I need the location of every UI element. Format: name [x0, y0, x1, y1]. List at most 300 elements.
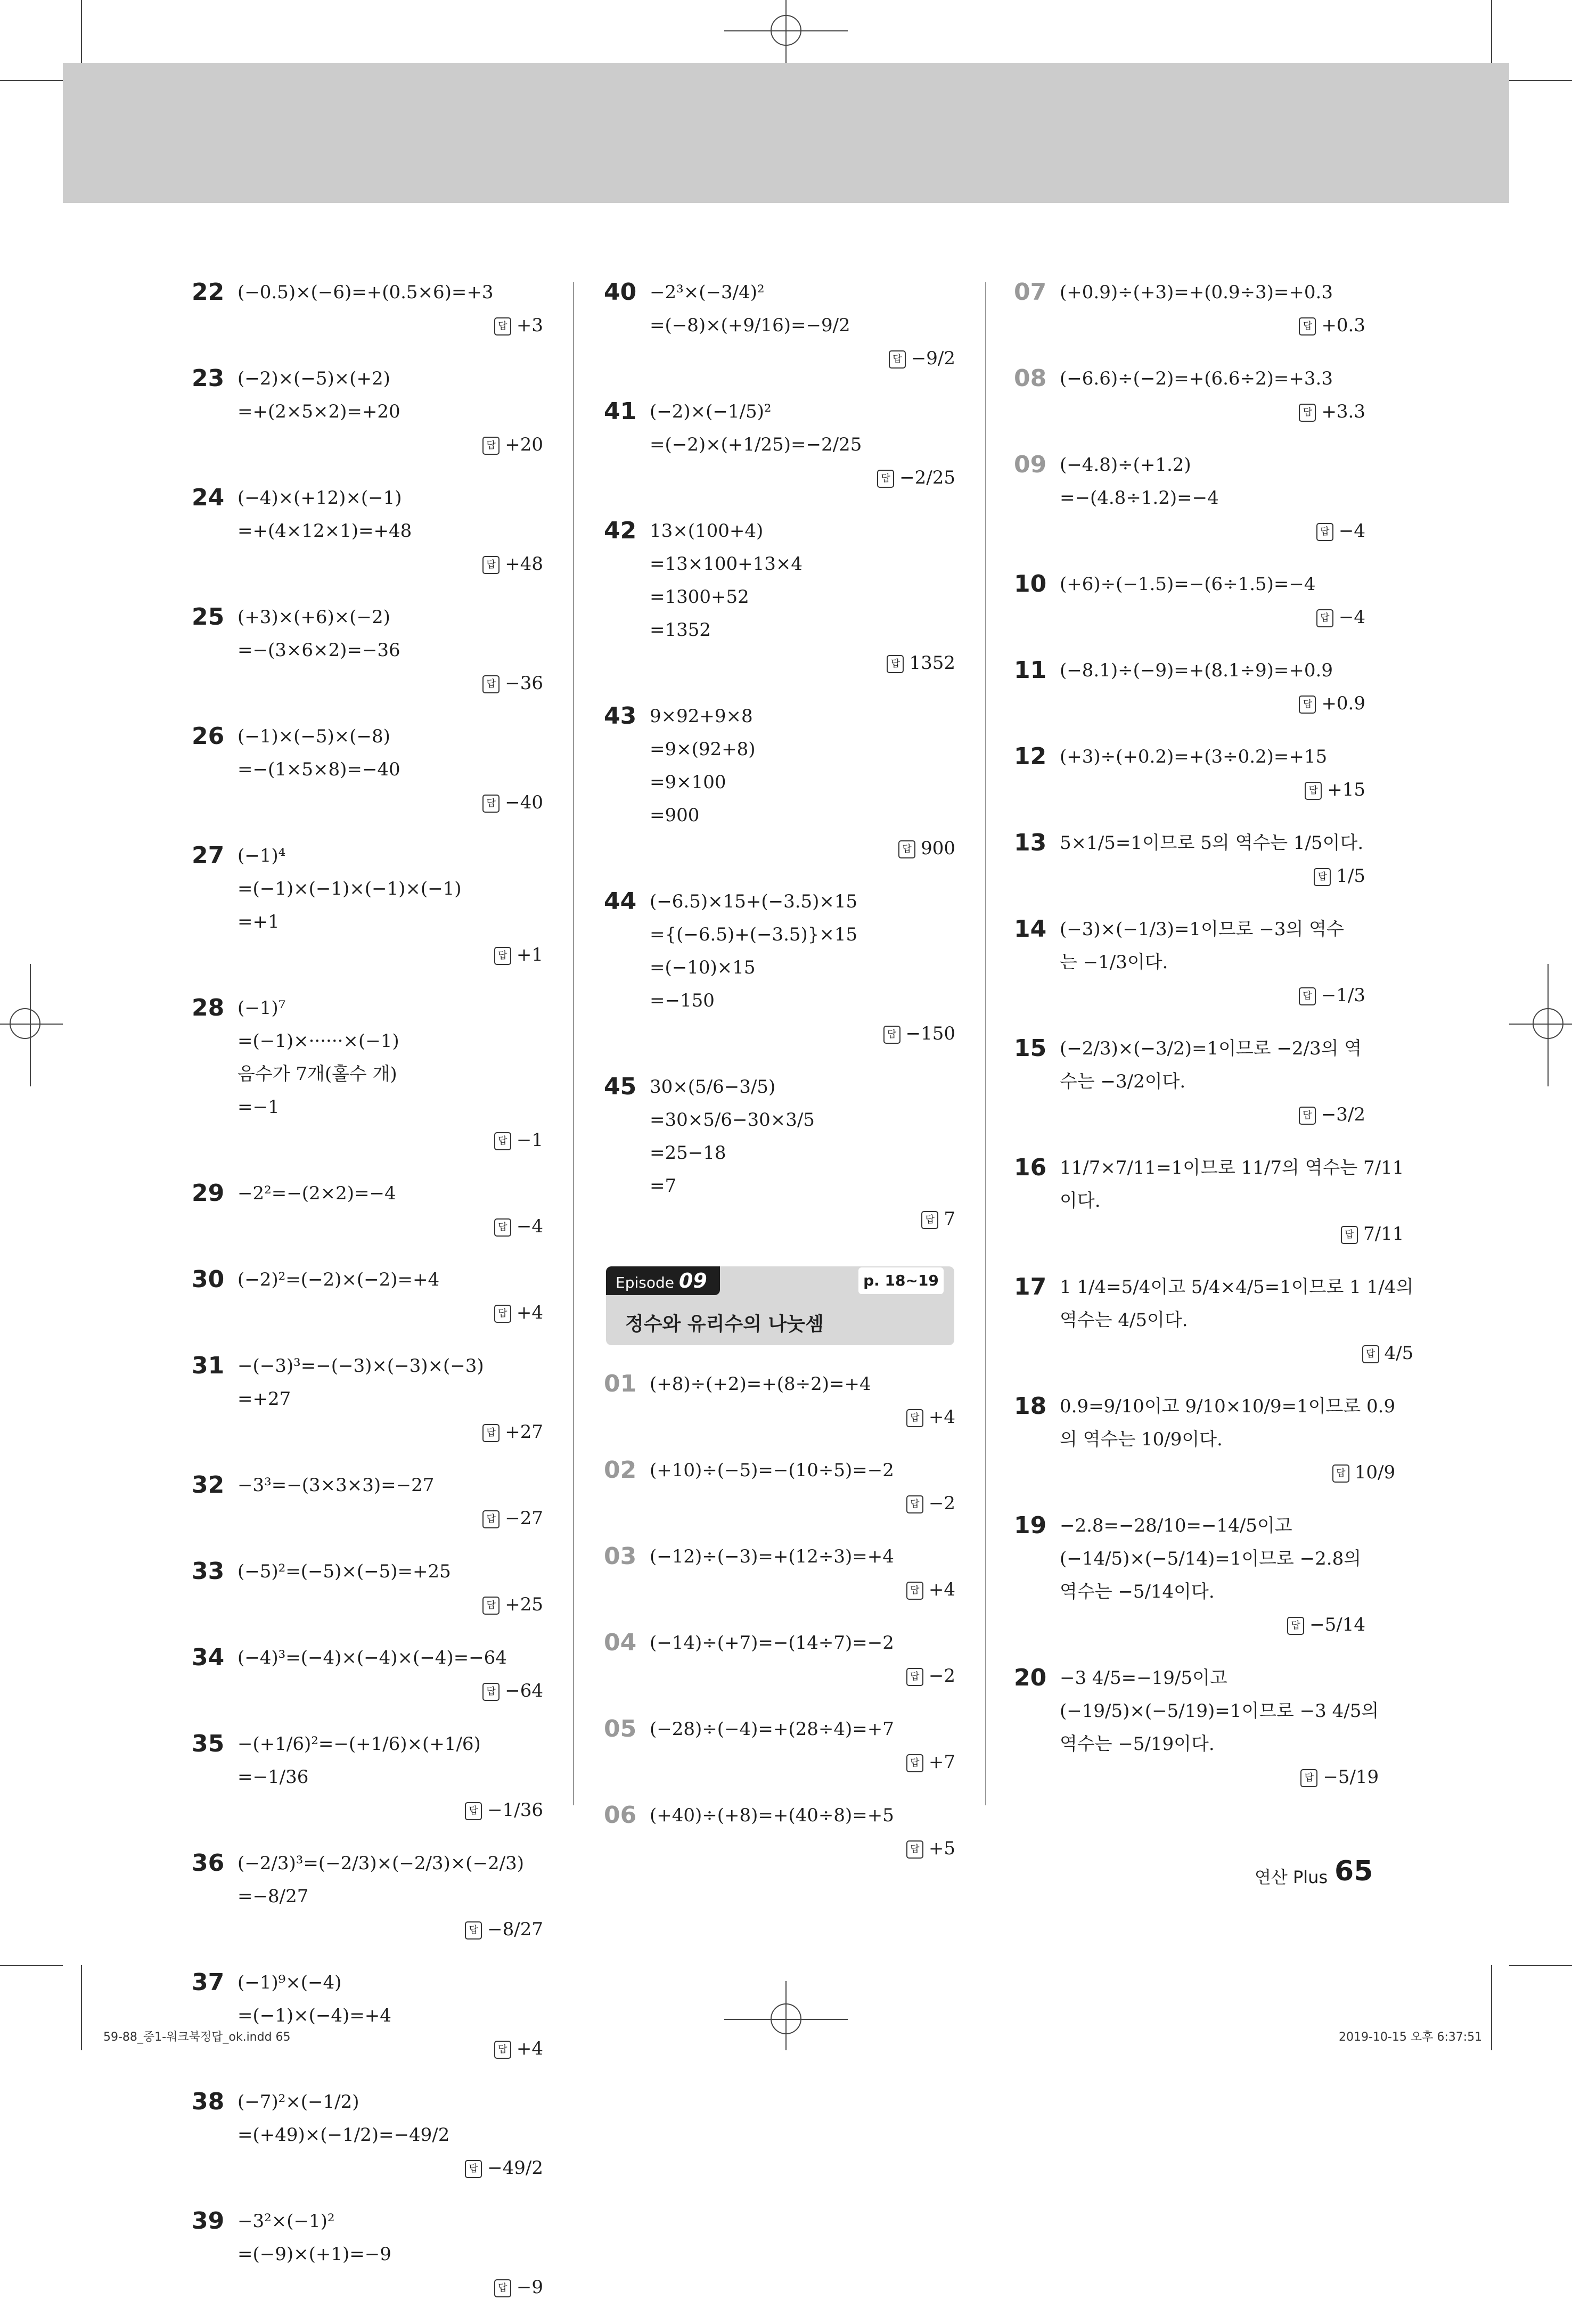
answer	[238, 1913, 543, 1946]
answer-mark-icon: 답	[1305, 782, 1322, 800]
solution	[650, 1799, 955, 1865]
solution-line: =1352	[650, 619, 711, 641]
solution-line: (+6)÷(−1.5)=−(6÷1.5)=−4	[1060, 574, 1316, 595]
solution	[238, 601, 543, 700]
answer-column-2	[604, 276, 955, 1256]
answer-value: −36	[505, 673, 543, 694]
problem	[1014, 1390, 1396, 1489]
solution	[1060, 827, 1365, 893]
problem	[192, 1847, 543, 1946]
solution-line: (+10)÷(−5)=−(10÷5)=−2	[650, 1460, 894, 1481]
answer-mark-icon: 답	[1299, 317, 1316, 335]
problem-number: 15	[1014, 1035, 1047, 1062]
problem	[1014, 1271, 1414, 1370]
answer-value: −49/2	[487, 2157, 543, 2179]
problem-number: 17	[1014, 1273, 1047, 1300]
solution-line: (−2)×(−1/5)²	[650, 401, 772, 422]
answer	[1060, 1456, 1395, 1489]
answer	[238, 1794, 543, 1827]
solution-line: −(−3)³=−(−3)×(−3)×(−3)	[238, 1355, 484, 1377]
solution	[238, 2205, 543, 2304]
problem	[192, 276, 543, 342]
problem-number: 04	[604, 1629, 637, 1656]
solution-line: (−12)÷(−3)=+(12÷3)=+4	[650, 1546, 894, 1567]
answer-value: −2	[928, 1665, 955, 1687]
problem-number: 16	[1014, 1154, 1047, 1181]
solution	[1060, 1390, 1395, 1489]
solution-line: 수는 −3/2이다.	[1060, 1071, 1186, 1092]
solution-line: (−6.5)×15+(−3.5)×15	[650, 891, 858, 912]
solution-line: (−6.6)÷(−2)=+(6.6÷2)=+3.3	[1060, 368, 1333, 389]
answer-value: −9/2	[911, 348, 955, 369]
answer-value: +5	[928, 1838, 955, 1859]
answer-value: −5/14	[1309, 1614, 1365, 1635]
problem-number: 25	[192, 603, 225, 631]
answer-mark-icon: 답	[494, 2279, 511, 2297]
problem-number: 29	[192, 1180, 225, 1207]
solution	[1060, 362, 1365, 428]
solution-line: =+(4×12×1)=+48	[238, 520, 412, 542]
answer-mark-icon: 답	[889, 350, 906, 369]
answer-mark-icon: 답	[1300, 1769, 1317, 1787]
answer-mark-icon: 답	[465, 1802, 482, 1820]
solution-line: 의 역수는 10/9이다.	[1060, 1429, 1223, 1450]
solution-line: (−8.1)÷(−9)=+(8.1÷9)=+0.9	[1060, 660, 1333, 681]
solution-line: (−19/5)×(−5/19)=1이므로 −3 4/5의	[1060, 1700, 1379, 1722]
page-number: 65	[1334, 1855, 1373, 1887]
solution	[650, 1626, 955, 1692]
solution-line: 30×(5/6−3/5)	[650, 1076, 776, 1098]
answer-value: +4	[928, 1579, 955, 1600]
answer	[650, 1401, 955, 1434]
solution-line: =30×5/6−30×3/5	[650, 1109, 815, 1131]
solution-line: (+3)÷(+0.2)=+(3÷0.2)=+15	[1060, 746, 1328, 767]
answer-value: −3/2	[1321, 1104, 1365, 1125]
solution-line: (−3)×(−1/3)=1이므로 −3의 역수	[1060, 919, 1344, 940]
solution-line: =(−10)×15	[650, 957, 756, 978]
solution-line: (−7)²×(−1/2)	[238, 2091, 359, 2113]
solution-line: 5×1/5=1이므로 5의 역수는 1/5이다.	[1060, 832, 1364, 854]
answer	[238, 786, 543, 819]
answer-mark-icon: 답	[906, 1754, 923, 1772]
answer	[650, 461, 955, 494]
answer	[238, 2151, 543, 2184]
answer-mark-icon: 답	[494, 317, 511, 335]
answer-value: −64	[505, 1680, 543, 1701]
answer-value: +3	[516, 315, 543, 336]
solution-line: (+0.9)÷(+3)=+(0.9÷3)=+0.3	[1060, 282, 1333, 303]
problem	[192, 1177, 543, 1243]
problem	[192, 1728, 543, 1827]
answer-mark-icon: 답	[494, 2041, 511, 2059]
answer	[238, 1210, 543, 1243]
problem-number: 18	[1014, 1393, 1047, 1420]
answer-value: 7	[944, 1208, 955, 1230]
answer-mark-icon: 답	[465, 1921, 482, 1940]
problem	[1014, 1151, 1404, 1250]
problem-number: 20	[1014, 1664, 1047, 1691]
answer-mark-icon: 답	[906, 1668, 923, 1686]
problem-number: 08	[1014, 365, 1047, 392]
solution-line: =(−2)×(+1/25)=−2/25	[650, 434, 862, 455]
answer-value: +3.3	[1321, 401, 1365, 422]
solution	[650, 885, 955, 1050]
answer	[1060, 514, 1365, 547]
solution-line: (−4.8)÷(+1.2)	[1060, 454, 1191, 476]
problem-number: 44	[604, 888, 637, 915]
answer	[650, 647, 955, 680]
answer	[1060, 1217, 1404, 1250]
solution-line: −2³×(−3/4)²	[650, 282, 765, 303]
problem-number: 06	[604, 1802, 637, 1829]
problem	[1014, 1032, 1365, 1131]
answer	[238, 1502, 543, 1535]
solution-line: (−14)÷(+7)=−(14÷7)=−2	[650, 1632, 894, 1654]
solution	[1060, 654, 1365, 720]
problem-number: 13	[1014, 829, 1047, 856]
solution-line: (−1)⁹×(−4)	[238, 1972, 342, 1993]
solution	[650, 1454, 955, 1520]
answer	[1060, 687, 1365, 720]
episode-title: 정수와 유리수의 나눗셈	[625, 1313, 824, 1335]
problem	[1014, 362, 1365, 428]
solution-line: −3 4/5=−19/5이고	[1060, 1667, 1227, 1689]
problem	[192, 839, 543, 971]
problem-number: 35	[192, 1730, 225, 1757]
answer	[238, 1296, 543, 1329]
answer-value: −9	[516, 2277, 543, 2298]
answer-value: −27	[505, 1508, 543, 1529]
problem-number: 07	[1014, 279, 1047, 306]
crop-mark	[1509, 80, 1572, 81]
crop-mark	[81, 1965, 82, 2050]
solution	[238, 1847, 543, 1946]
problem-number: 22	[192, 279, 225, 306]
crop-mark	[1491, 0, 1492, 63]
answer-mark-icon: 답	[877, 470, 894, 488]
problem	[604, 1070, 955, 1235]
answer-value: +4	[516, 1302, 543, 1323]
answer-value: −8/27	[487, 1919, 543, 1940]
answer-value: −4	[1338, 520, 1365, 542]
answer-mark-icon: 답	[1299, 695, 1316, 714]
answer-value: 10/9	[1354, 1462, 1396, 1483]
answer-mark-icon: 답	[465, 2160, 482, 2178]
answer	[1060, 395, 1365, 428]
answer-value: 1352	[909, 652, 955, 674]
solution-line: 이다.	[1060, 1190, 1101, 1212]
solution-line: =(−8)×(+9/16)=−9/2	[650, 315, 850, 336]
solution-line: =9×(92+8)	[650, 739, 756, 760]
solution-line: =−8/27	[238, 1886, 309, 1907]
answer-mark-icon: 답	[494, 947, 511, 965]
answer-value: −40	[505, 792, 543, 813]
problem	[604, 700, 955, 865]
answer	[238, 938, 543, 971]
problem	[192, 720, 543, 819]
problem-number: 37	[192, 1969, 225, 1996]
header-band	[63, 63, 1509, 203]
answer-mark-icon: 답	[482, 1424, 500, 1442]
episode-pages: p. 18~19	[858, 1267, 944, 1294]
problem	[192, 362, 543, 461]
solution-line: (−2)×(−5)×(+2)	[238, 368, 390, 389]
answer-mark-icon: 답	[482, 1510, 500, 1528]
answer-value: +15	[1327, 779, 1365, 800]
problem-number: 41	[604, 398, 637, 425]
solution	[650, 1713, 955, 1779]
answer	[650, 1746, 955, 1779]
problem-number: 45	[604, 1073, 637, 1100]
answer-value: +0.9	[1321, 693, 1365, 714]
problem-number: 11	[1014, 657, 1047, 684]
solution	[1060, 1662, 1379, 1794]
solution	[650, 395, 955, 494]
solution	[650, 514, 955, 680]
registration-mark	[30, 964, 31, 1086]
crop-mark	[0, 1965, 63, 1966]
answer	[650, 1659, 955, 1692]
answer-value: −1/3	[1321, 985, 1365, 1006]
problem	[604, 1626, 955, 1692]
solution-line: 13×(100+4)	[650, 520, 764, 542]
solution-line: =(−1)×(−4)=+4	[238, 2005, 391, 2026]
problem	[604, 514, 955, 680]
episode-badge	[606, 1266, 720, 1295]
answer	[238, 667, 543, 700]
solution-line: =900	[650, 805, 700, 826]
problem-number: 01	[604, 1370, 637, 1397]
problem-number: 26	[192, 723, 225, 750]
problem	[192, 601, 543, 700]
answer-mark-icon: 답	[494, 1305, 511, 1323]
solution	[238, 1177, 543, 1243]
problem-number: 14	[1014, 915, 1047, 943]
solution-line: 0.9=9/10이고 9/10×10/9=1이므로 0.9	[1060, 1396, 1396, 1417]
answer-mark-icon: 답	[921, 1211, 938, 1229]
solution	[1060, 448, 1365, 547]
solution-line: (−4)×(+12)×(−1)	[238, 487, 402, 509]
problem	[192, 481, 543, 580]
answer	[238, 547, 543, 580]
solution-line: 음수가 7개(홀수 개)	[238, 1063, 397, 1085]
solution-line: =1300+52	[650, 586, 749, 608]
solution-line: −3²×(−1)²	[238, 2211, 335, 2232]
problem-number: 34	[192, 1644, 225, 1671]
solution-line: (+8)÷(+2)=+(8÷2)=+4	[650, 1373, 871, 1395]
solution-line: =−1/36	[238, 1766, 309, 1788]
problem	[1014, 568, 1365, 634]
answer-mark-icon: 답	[906, 1409, 923, 1427]
solution	[650, 1540, 955, 1606]
solution	[1060, 276, 1365, 342]
solution	[238, 720, 543, 819]
answer-value: +27	[505, 1421, 543, 1443]
answer-mark-icon: 답	[906, 1495, 923, 1513]
answer	[1060, 309, 1365, 342]
problem	[604, 1540, 955, 1606]
solution-line: −(+1/6)²=−(+1/6)×(+1/6)	[238, 1733, 481, 1755]
answer-mark-icon: 답	[1299, 404, 1316, 422]
answer-value: −150	[905, 1023, 955, 1044]
solution-line: 11/7×7/11=1이므로 11/7의 역수는 7/11	[1060, 1157, 1404, 1179]
file-name: 59-88_중1-워크북정답_ok.indd 65	[103, 2031, 291, 2044]
answer-value: −1	[516, 1130, 543, 1151]
problem-number: 31	[192, 1352, 225, 1379]
solution	[238, 1641, 543, 1707]
problem	[1014, 1662, 1379, 1794]
answer-value: −2/25	[899, 467, 955, 488]
answer	[238, 1124, 543, 1157]
problem	[604, 885, 955, 1050]
answer-mark-icon: 답	[906, 1582, 923, 1600]
solution-line: 는 −1/3이다.	[1060, 952, 1168, 973]
answer	[238, 1588, 543, 1621]
solution	[238, 839, 543, 971]
answer	[1060, 1337, 1413, 1370]
problem-number: 24	[192, 484, 225, 511]
answer	[650, 1202, 955, 1235]
solution-line: =25−18	[650, 1142, 726, 1164]
problem-number: 39	[192, 2207, 225, 2235]
answer-value: +1	[516, 944, 543, 965]
answer-value: +0.3	[1321, 315, 1365, 336]
episode-number: 09	[678, 1269, 707, 1292]
solution-line: (−2/3)×(−3/2)=1이므로 −2/3의 역	[1060, 1038, 1362, 1059]
problem	[192, 2085, 543, 2184]
problem	[1014, 913, 1365, 1012]
crop-mark	[1509, 1965, 1572, 1966]
problem	[604, 1713, 955, 1779]
problem	[1014, 740, 1365, 806]
answer-value: 7/11	[1363, 1223, 1404, 1245]
problem	[192, 1263, 543, 1329]
solution	[238, 2085, 543, 2184]
solution	[238, 362, 543, 461]
registration-mark	[0, 1024, 63, 1025]
crop-mark	[0, 80, 63, 81]
answer-mark-icon: 답	[1314, 868, 1331, 886]
registration-mark	[785, 1981, 787, 2050]
solution-line: (−1)×(−5)×(−8)	[238, 726, 390, 747]
answer-mark-icon: 답	[1287, 1617, 1304, 1635]
answer	[1060, 860, 1365, 893]
problem-number: 32	[192, 1471, 225, 1499]
answer	[1060, 601, 1365, 634]
column-divider	[573, 282, 574, 1805]
answer	[1060, 979, 1365, 1012]
answer-mark-icon: 답	[906, 1840, 923, 1859]
answer-mark-icon: 답	[1332, 1464, 1349, 1483]
problem-number: 42	[604, 517, 637, 544]
problem	[1014, 448, 1365, 547]
problem-number: 40	[604, 279, 637, 306]
solution-line: =+(2×5×2)=+20	[238, 401, 400, 422]
solution-line: (−28)÷(−4)=+(28÷4)=+7	[650, 1719, 894, 1740]
solution	[238, 992, 543, 1157]
problem-number: 09	[1014, 451, 1047, 478]
solution	[1060, 1271, 1413, 1370]
problem	[192, 2205, 543, 2304]
answer	[650, 832, 955, 865]
solution-line: =(+49)×(−1/2)=−49/2	[238, 2124, 450, 2146]
answer-value: +20	[505, 434, 543, 455]
solution-line: 역수는 −5/19이다.	[1060, 1733, 1215, 1755]
episode-header	[606, 1266, 954, 1345]
answer	[650, 1017, 955, 1050]
solution	[238, 1349, 543, 1449]
solution	[238, 1469, 543, 1535]
problem-number: 43	[604, 702, 637, 730]
answer-column-2-episode	[604, 1368, 955, 1885]
problem	[192, 992, 543, 1157]
solution-line: =9×100	[650, 772, 726, 793]
solution-line: =(−1)×······×(−1)	[238, 1030, 399, 1052]
answer-value: 4/5	[1384, 1343, 1414, 1364]
problem-number: 10	[1014, 570, 1047, 598]
problem	[192, 1349, 543, 1449]
problem-number: 28	[192, 994, 225, 1021]
solution	[650, 276, 955, 375]
answer-value: +4	[516, 2038, 543, 2059]
solution-line: =−1	[238, 1096, 280, 1118]
answer-mark-icon: 답	[494, 1132, 511, 1150]
solution-line: =+27	[238, 1388, 291, 1410]
solution-line: =(−9)×(+1)=−9	[238, 2244, 391, 2265]
answer-value: −4	[1338, 607, 1365, 628]
problem-number: 19	[1014, 1512, 1047, 1539]
solution	[238, 1263, 543, 1329]
solution	[1060, 1032, 1365, 1131]
problem	[604, 395, 955, 494]
crop-mark	[81, 0, 82, 63]
solution-line: =−(1×5×8)=−40	[238, 759, 400, 780]
solution-line: −3³=−(3×3×3)=−27	[238, 1475, 435, 1496]
answer-mark-icon: 답	[482, 556, 500, 574]
answer-value: 900	[921, 838, 955, 859]
answer	[650, 1832, 955, 1865]
problem	[192, 1469, 543, 1535]
solution-line: (+40)÷(+8)=+(40÷8)=+5	[650, 1805, 894, 1826]
problem-number: 23	[192, 365, 225, 392]
answer-mark-icon: 답	[1341, 1226, 1358, 1244]
answer-mark-icon: 답	[482, 675, 500, 693]
solution-line: (−0.5)×(−6)=+(0.5×6)=+3	[238, 282, 494, 303]
solution-line: 역수는 −5/14이다.	[1060, 1581, 1215, 1602]
answer-mark-icon: 답	[898, 840, 915, 858]
answer	[1060, 773, 1365, 806]
solution-line: 9×92+9×8	[650, 706, 753, 727]
answer-value: −4	[516, 1216, 543, 1237]
answer-value: +48	[505, 553, 543, 575]
solution-line: =13×100+13×4	[650, 553, 803, 575]
episode-badge-label: Episode	[616, 1274, 674, 1291]
problem-number: 02	[604, 1456, 637, 1484]
answer-value: −5/19	[1323, 1766, 1379, 1788]
answer	[238, 1415, 543, 1449]
answer-mark-icon: 답	[1299, 987, 1316, 1005]
answer-value: +25	[505, 1594, 543, 1615]
answer-value: 1/5	[1336, 865, 1365, 887]
solution	[238, 1728, 543, 1827]
solution	[650, 1368, 955, 1434]
problem	[604, 276, 955, 375]
solution-line: −2²=−(2×2)=−4	[238, 1183, 396, 1204]
solution	[238, 1966, 543, 2065]
problem	[604, 1368, 955, 1434]
registration-mark	[785, 0, 787, 63]
solution-line: (−14/5)×(−5/14)=1이므로 −2.8의	[1060, 1548, 1362, 1569]
